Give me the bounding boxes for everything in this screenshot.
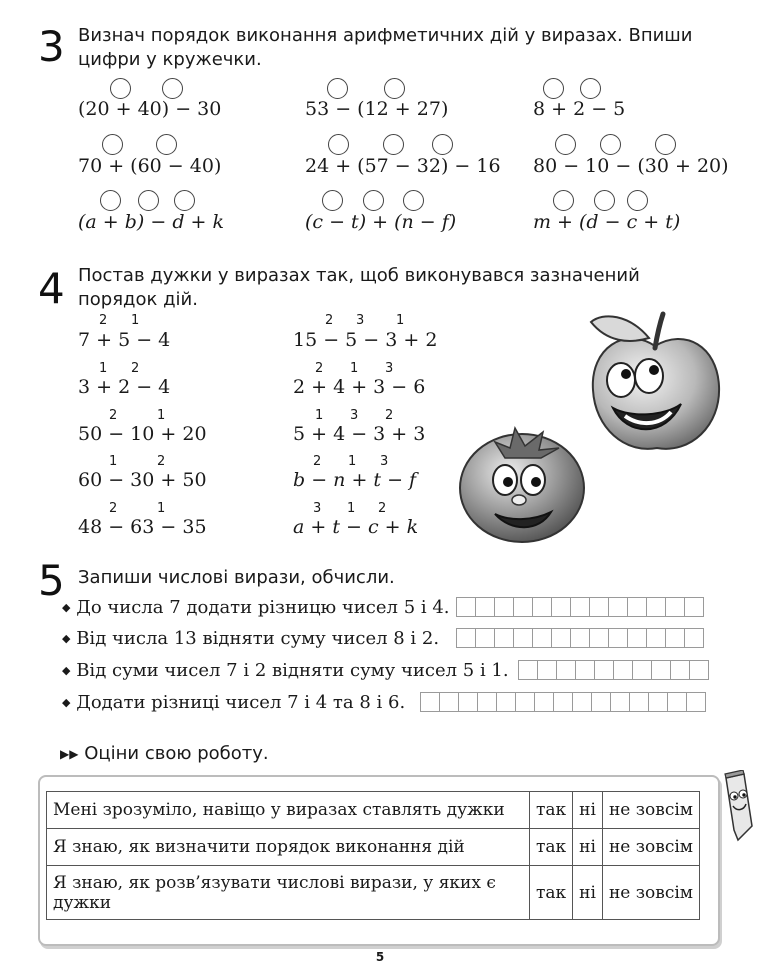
statement-cell: Мені зрозуміло, навіщо у виразах ставлять дужки [47,792,530,829]
partly-option[interactable]: не зовсім [602,792,699,829]
expression: 8 + 2 − 5 [533,98,626,120]
answer-cell[interactable] [477,692,497,712]
answer-circle[interactable] [156,134,177,155]
order-mark: 3 [356,313,365,328]
order-mark: 2 [131,361,140,376]
no-option[interactable]: ні [573,866,603,920]
answer-cell[interactable] [475,628,495,648]
answer-cell[interactable] [627,628,647,648]
task-number: 4 [38,264,65,313]
answer-circle[interactable] [162,78,183,99]
expression: 48 − 63 − 35 [78,516,207,538]
order-mark: 1 [131,313,140,328]
answer-cell[interactable] [646,597,666,617]
expression: 24 + (57 − 32) − 16 [305,155,501,177]
list-item [62,660,509,681]
order-mark: 1 [347,501,356,516]
order-mark: 2 [109,408,118,423]
order-mark: 3 [313,501,322,516]
answer-cell[interactable] [553,692,573,712]
task-number: 5 [38,556,65,605]
order-mark: 2 [385,408,394,423]
answer-circle[interactable] [100,190,121,211]
answer-cells[interactable] [456,628,703,648]
answer-circle[interactable] [328,134,349,155]
task-text: Постав дужки у виразах так, щоб виконувався зазначений порядок дій. [78,265,640,310]
expression: 7 + 5 − 4 [78,329,171,351]
order-mark: 3 [385,361,394,376]
self-assessment-table [46,791,700,920]
answer-cell[interactable] [629,692,649,712]
answer-cell[interactable] [513,597,533,617]
answer-cell[interactable] [589,597,609,617]
order-mark: 3 [380,454,389,469]
answer-cell[interactable] [494,628,514,648]
answer-cell[interactable] [551,597,571,617]
expression: 15 − 5 − 3 + 2 [293,329,438,351]
answer-cell[interactable] [632,660,652,680]
answer-cell[interactable] [456,597,476,617]
answer-circle[interactable] [322,190,343,211]
table-row [47,866,700,920]
expression: 60 − 30 + 50 [78,469,207,491]
order-mark: 1 [99,361,108,376]
list-item-text: Від числа 13 відняти суму чисел 8 і 2. [76,628,440,649]
answer-circle[interactable] [580,78,601,99]
expression: (a + b) − d + k [78,211,224,233]
table-row [47,829,700,866]
expression: (c − t) + (n − f) [305,211,457,233]
partly-option[interactable]: не зовсім [602,829,699,866]
answer-cell[interactable] [575,660,595,680]
answer-circle[interactable] [174,190,195,211]
answer-cell[interactable] [667,692,687,712]
expression: 53 − (12 + 27) [305,98,449,120]
answer-cell[interactable] [613,660,633,680]
list-item-text: До числа 7 додати різницю чисел 5 і 4. [76,597,450,618]
order-mark: 1 [109,454,118,469]
answer-cell[interactable] [665,597,685,617]
answer-cell[interactable] [556,660,576,680]
pencil-character-icon [716,770,756,842]
answer-cells[interactable] [420,692,705,712]
expression: 50 − 10 + 20 [78,423,207,445]
answer-circle[interactable] [432,134,453,155]
answer-cell[interactable] [684,628,704,648]
order-mark: 1 [348,454,357,469]
answer-cell[interactable] [532,597,552,617]
answer-cells[interactable] [518,660,708,680]
answer-cell[interactable] [608,628,628,648]
list-item-text: Додати різниці чисел 7 і 4 та 8 і 6. [76,692,406,713]
order-mark: 2 [313,454,322,469]
answer-circle[interactable] [102,134,123,155]
order-mark: 2 [378,501,387,516]
bullet-icon: ◆ [62,632,71,645]
statement-cell: Я знаю, як визначити порядок виконання дій [47,829,530,866]
order-mark: 3 [350,408,359,423]
answer-cell[interactable] [665,628,685,648]
answer-cell[interactable] [475,597,495,617]
list-item [62,628,439,649]
answer-cell[interactable] [534,692,554,712]
order-mark: 2 [325,313,334,328]
answer-circle[interactable] [543,78,564,99]
partly-option[interactable]: не зовсім [602,866,699,920]
bullet-icon: ◆ [62,601,71,614]
grinning-tomato-illustration [455,418,590,546]
answer-cell[interactable] [627,597,647,617]
task-text: Визнач порядок виконання арифметичних дій у виразах. Впиши цифри у кружечки. [78,25,693,70]
answer-circle[interactable] [110,78,131,99]
evaluation-title-text: Оціни свою роботу. [84,743,269,764]
answer-circle[interactable] [403,190,424,211]
answer-cell[interactable] [518,660,538,680]
answer-cell[interactable] [686,692,706,712]
list-item [62,692,405,713]
yes-option[interactable]: так [530,866,573,920]
answer-cell[interactable] [439,692,459,712]
answer-cell[interactable] [532,628,552,648]
expression: (20 + 40) − 30 [78,98,222,120]
answer-cell[interactable] [589,628,609,648]
answer-cell[interactable] [513,628,533,648]
answer-cell[interactable] [594,660,614,680]
answer-circle[interactable] [383,134,404,155]
answer-circle[interactable] [594,190,615,211]
table-row [47,792,700,829]
answer-cell[interactable] [572,692,592,712]
answer-cell[interactable] [610,692,630,712]
order-mark: 1 [157,501,166,516]
double-arrow-icon: ▶▶ [60,747,79,761]
answer-cell[interactable] [646,628,666,648]
answer-cell[interactable] [684,597,704,617]
task-number: 3 [38,22,65,71]
expression: m + (d − c + t) [533,211,681,233]
answer-cell[interactable] [456,628,476,648]
no-option[interactable]: ні [573,792,603,829]
expression: 3 + 2 − 4 [78,376,171,398]
expression: 5 + 4 − 3 + 3 [293,423,426,445]
answer-cell[interactable] [608,597,628,617]
list-item [62,597,450,618]
order-mark: 2 [99,313,108,328]
expression: b − n + t − f [293,469,417,491]
answer-cell[interactable] [458,692,478,712]
answer-cell[interactable] [551,628,571,648]
answer-circle[interactable] [327,78,348,99]
answer-cells[interactable] [456,597,703,617]
answer-circle[interactable] [627,190,648,211]
evaluation-title [60,743,269,764]
answer-circle[interactable] [655,134,676,155]
order-mark: 2 [315,361,324,376]
answer-circle[interactable] [555,134,576,155]
answer-circle[interactable] [138,190,159,211]
yes-option[interactable]: так [530,792,573,829]
answer-circle[interactable] [600,134,621,155]
smiling-apple-illustration [585,308,725,456]
order-mark: 1 [315,408,324,423]
task-text: Запиши числові вирази, обчисли. [78,567,395,588]
expression: a + t − c + k [293,516,419,538]
answer-cell[interactable] [420,692,440,712]
answer-circle[interactable] [553,190,574,211]
answer-cell[interactable] [496,692,516,712]
answer-cell[interactable] [651,660,671,680]
answer-cell[interactable] [689,660,709,680]
order-mark: 1 [157,408,166,423]
expression: 2 + 4 + 3 − 6 [293,376,426,398]
answer-cell[interactable] [591,692,611,712]
order-mark: 1 [396,313,405,328]
answer-circle[interactable] [363,190,384,211]
answer-cell[interactable] [515,692,535,712]
expression: 80 − 10 − (30 + 20) [533,155,729,177]
page-number: 5 [375,950,385,964]
order-mark: 1 [350,361,359,376]
expression: 70 + (60 − 40) [78,155,222,177]
answer-circle[interactable] [384,78,405,99]
list-item-text: Від суми чисел 7 і 2 відняти суму чисел 5 і 1. [76,660,509,681]
answer-cell[interactable] [670,660,690,680]
no-option[interactable]: ні [573,829,603,866]
order-mark: 2 [109,501,118,516]
answer-cell[interactable] [494,597,514,617]
answer-cell[interactable] [570,597,590,617]
yes-option[interactable]: так [530,829,573,866]
statement-cell: Я знаю, як розв’язувати числові вирази, у яких є дужки [47,866,530,920]
answer-cell[interactable] [570,628,590,648]
bullet-icon: ◆ [62,664,71,677]
answer-cell[interactable] [648,692,668,712]
answer-cell[interactable] [537,660,557,680]
bullet-icon: ◆ [62,696,71,709]
order-mark: 2 [157,454,166,469]
